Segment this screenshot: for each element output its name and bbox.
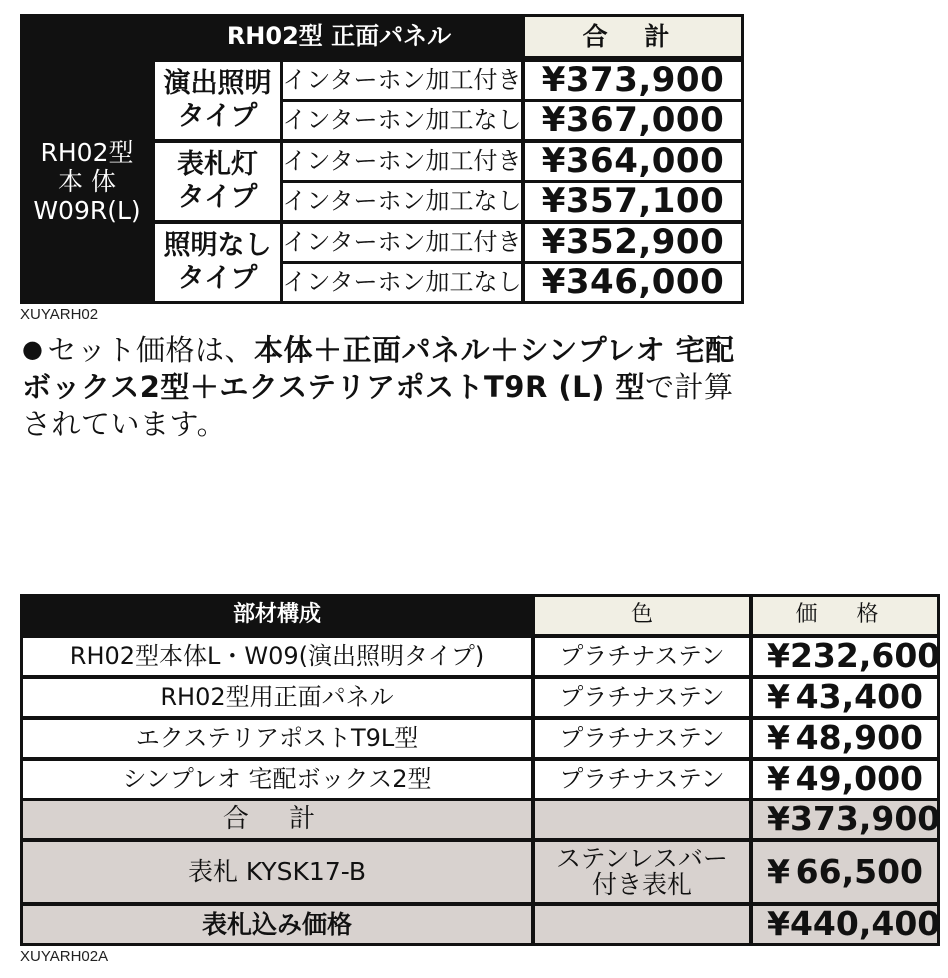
table2-code: XUYARH02A [20, 948, 109, 965]
part-name-cell: RH02型本体L・W09(演出照明タイプ) [23, 638, 531, 675]
grand-yen: ¥ [767, 904, 790, 944]
type-line1: 照明なし [163, 230, 272, 262]
note-part1: セット価格は、 [47, 333, 254, 367]
grand-label: 表札込み価格 [23, 906, 531, 943]
note-part2: 本体＋正面パネル＋シンプレオ 宅配ボックス2型＋エクステリアポストT9R (L) 型 [22, 333, 735, 405]
set-price-cell: ¥364,000 [525, 143, 741, 180]
body-label-line2: 本 体 [58, 167, 116, 196]
bullet-icon: ● [22, 335, 44, 363]
table1-corner [23, 17, 151, 56]
grand-price [753, 904, 941, 944]
part-amount: 48,900 [795, 718, 923, 758]
subtotal-price [753, 799, 941, 839]
part-price-cell [753, 679, 937, 716]
part-yen: ¥ [767, 677, 790, 717]
grand-color-empty [535, 906, 749, 943]
set-price-note [22, 332, 752, 443]
nameplate-color-line1: ステンレスバー [556, 843, 728, 873]
option-cell: インターホン加工付き [283, 143, 521, 180]
part-amount: 43,400 [795, 677, 923, 717]
part-color-cell: プラチナステン [535, 638, 749, 675]
set-price-cell: ¥352,900 [525, 224, 741, 261]
subtotal-color-empty [535, 801, 749, 838]
table1-header-panel: RH02型 正面パネル [157, 17, 521, 56]
part-price-cell [753, 720, 937, 757]
type-cell [155, 62, 280, 139]
part-amount: 232,600 [789, 636, 941, 676]
table1-code: XUYARH02 [20, 306, 99, 323]
part-price-cell [753, 761, 937, 798]
table2-header-price: 価 格 [753, 597, 937, 634]
set-price-cell: ¥367,000 [525, 102, 741, 139]
part-color-cell: プラチナステン [535, 720, 749, 757]
set-price-cell: ¥373,900 [525, 62, 741, 99]
nameplate-yen: ¥ [767, 851, 790, 891]
part-yen: ¥ [767, 636, 790, 676]
part-yen: ¥ [767, 759, 790, 799]
type-line2: タイプ [177, 181, 258, 213]
option-cell: インターホン加工付き [283, 62, 521, 99]
subtotal-label: 合 計 [23, 801, 531, 838]
type-line1: 表札灯 [177, 149, 258, 181]
table2-header-color: 色 [535, 597, 749, 634]
part-yen: ¥ [767, 718, 790, 758]
subtotal-amount: 373,900 [789, 799, 941, 839]
nameplate-price [753, 842, 937, 902]
body-label-line1: RH02型 [40, 138, 134, 167]
type-cell [155, 224, 280, 301]
type-line2: タイプ [177, 262, 258, 294]
table1-header-total: 合 計 [525, 17, 741, 56]
nameplate-color [535, 842, 749, 902]
nameplate-name: 表札 KYSK17-B [23, 842, 531, 902]
part-name-cell: RH02型用正面パネル [23, 679, 531, 716]
nameplate-color-line2: 付き表札 [591, 870, 692, 899]
table1-body-label [23, 62, 151, 301]
set-price-cell: ¥346,000 [525, 264, 741, 301]
body-label-line3: W09R(L) [33, 196, 141, 225]
part-color-cell: プラチナステン [535, 679, 749, 716]
part-price-cell [753, 636, 941, 676]
option-cell: インターホン加工なし [283, 183, 521, 220]
part-color-cell: プラチナステン [535, 761, 749, 798]
type-cell [155, 143, 280, 220]
note-part3: で計算されています。 [22, 370, 734, 442]
grand-amount: 440,400 [789, 904, 941, 944]
type-line1: 演出照明 [163, 68, 272, 100]
option-cell: インターホン加工なし [283, 102, 521, 139]
subtotal-yen: ¥ [767, 799, 790, 839]
part-name-cell: シンプレオ 宅配ボックス2型 [23, 761, 531, 798]
part-name-cell: エクステリアポストT9L型 [23, 720, 531, 757]
option-cell: インターホン加工付き [283, 224, 521, 261]
table2-header-parts: 部材構成 [23, 597, 531, 634]
set-price-cell: ¥357,100 [525, 183, 741, 220]
nameplate-amount: 66,500 [795, 851, 923, 891]
option-cell: インターホン加工なし [283, 264, 521, 301]
part-amount: 49,000 [795, 759, 923, 799]
type-line2: タイプ [177, 100, 258, 132]
